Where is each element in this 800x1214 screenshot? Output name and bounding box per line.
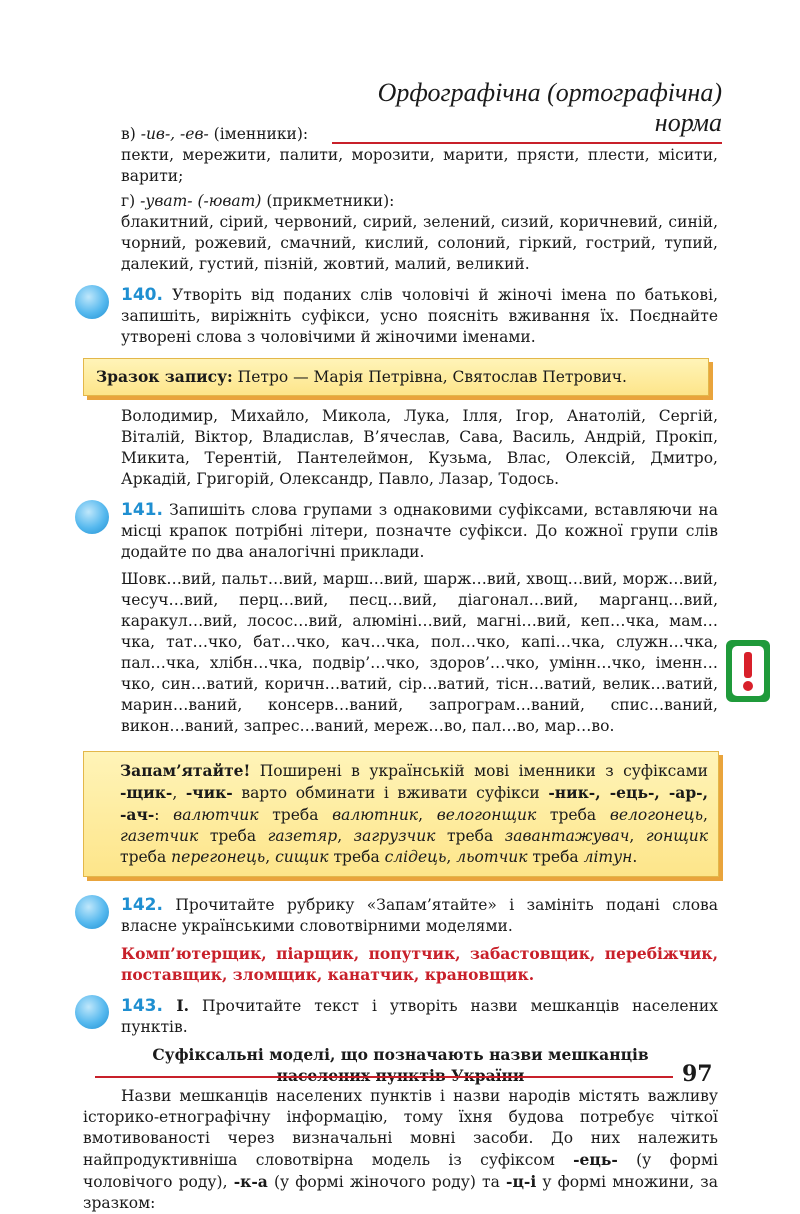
text-segment: літун [583, 848, 633, 866]
page-number: 97 [682, 1061, 713, 1087]
exercise-143-number: 143. [121, 996, 163, 1016]
text-segment: загрузчик [353, 827, 436, 845]
text-segment: гонщик [645, 827, 708, 845]
text-segment: треба [328, 848, 385, 866]
section-g-suffix-text: (прикметники): [261, 192, 395, 210]
exercise-141-words: Шовк…вий, пальт…вий, марш…вий, шарж…вий, хвощ…вий, морж…вий, чесуч…вий, перц…вий, песц…вий, діагонал…вий, марганц…вий, каракул…вий, лосос…вий, алюміні…вий, магні…вий, кеп…чка, мам…чка, тат…чко, бат…чко, кач…чка, пол…чко, капі…чка, служн…чка, пал…чка, хлібн…чка, подвір’…чко, здоров’…чко, умінн…чко, іменн…чко, син…ватий, коричн…ватий, сір…ватий, тісн…ватий, велик…ватий, марин…ваний, консерв…ваний, запрограм…ваний, спис…ваний, викон…ваний, запрес…ваний, мереж…во, пал…во, мар…во. [121, 570, 718, 735]
text-segment: треба [536, 806, 610, 824]
text-paragraph [83, 1086, 718, 1214]
text-segment: -ник-, -ець-, -ар-, -ач- [120, 783, 708, 824]
exercise-143-task: Прочитайте текст і утворіть назви мешканців населених пунктів. [121, 997, 718, 1036]
text-segment: , [172, 784, 186, 802]
text-segment: (у формі чоловічого роду), [83, 1151, 718, 1191]
sample-text: Петро — Марія Петрівна, Святослав Петрович. [232, 368, 627, 386]
text-title-line-1: Суфіксальні моделі, що позначають назви мешканців [152, 1045, 649, 1064]
page-header: Орфографічна (ортографічна) норма [332, 78, 722, 144]
text-segment: валютник [332, 806, 419, 824]
text-segment: завантажувач [504, 827, 630, 845]
section-v-suffixes: -ив-, -ев- [140, 125, 209, 143]
section-v [83, 124, 718, 187]
remember-box [83, 751, 719, 877]
text-segment: : [154, 806, 174, 824]
exercise-marker-icon [75, 995, 109, 1029]
section-v-label [121, 124, 718, 145]
exercise-marker-icon [75, 500, 109, 534]
text-segment: , [418, 806, 437, 824]
exercise-140 [83, 285, 718, 348]
section-v-prefix: в) [121, 125, 141, 143]
text-segment: треба [435, 827, 505, 845]
remember-badge-icon [724, 638, 772, 704]
text-segment: сищик [275, 848, 329, 866]
section-v-words: пекти, мережити, палити, морозити, марити, прясти, плести, місити, варити; [121, 146, 718, 185]
text-segment: велогонець [609, 806, 704, 824]
exercise-142-words: Комп’ютерщик, піарщик, попутчик, забастовщик, перебіжчик, поставщик, зломщик, канатчик, крановщик. [121, 944, 718, 984]
text-segment: газетчик [120, 827, 199, 845]
text-segment: , [265, 848, 276, 866]
text-segment: , [446, 848, 457, 866]
text-segment: -к-а [233, 1172, 268, 1191]
text-segment: треба [258, 806, 333, 824]
text-segment: . [632, 848, 638, 866]
exercise-142-text [83, 895, 718, 937]
exercise-142-number: 142. [121, 895, 163, 915]
exercise-140-names: Володимир, Михайло, Микола, Лука, Ілля, Ігор, Анатолій, Сергій, Віталій, Віктор, Владислав, В’ячеслав, Сава, Василь, Андрій, Прокіп, Микита, Терентій, Пантелеймон, Кузьма, Влас, Олексій, Дмитро, Аркадій, Григорій, Олександр, Павло, Лазар, Тодось. [121, 407, 718, 488]
exercise-140-number: 140. [121, 285, 163, 305]
exercise-143 [83, 995, 718, 1038]
exercise-141-text [83, 500, 718, 563]
section-g-prefix: г) [121, 192, 141, 210]
sample-label: Зразок запису: [96, 367, 233, 386]
exercise-marker-icon [75, 895, 109, 929]
exercise-140-task: Утворіть від поданих слів чоловічі й жіночі імена по батькові, запишіть, виріжніть суфікси, усно поясніть вживання їх. Поєднайте утворені слова з чоловічими й жіночими іменами. [121, 286, 718, 346]
exercise-142-task: Прочитайте рубрику «Запам’ятайте» і замініть подані слова власне українськими словотвірними моделями. [121, 896, 718, 935]
text-segment: (у формі жіночого роду) та [267, 1173, 507, 1191]
section-g [83, 191, 718, 275]
text-segment: , [337, 827, 354, 845]
section-g-label [121, 191, 718, 212]
text-segment: , [703, 806, 708, 824]
remember-title: Запам’ятайте! [120, 761, 251, 780]
exercise-143-part: I. [162, 996, 190, 1015]
text-title [83, 1044, 718, 1086]
exercise-140-text [83, 285, 718, 348]
exercise-141 [83, 500, 718, 563]
text-segment: -ець- [573, 1150, 618, 1169]
text-segment: треба [198, 827, 268, 845]
exercise-141-task: Запишіть слова групами з однаковими суфіксами, вставляючи на місці крапок потрібні літери, позначте суфікси. До кожної групи слів додайте по два аналогічні приклади. [121, 501, 718, 561]
text-segment: велогонщик [436, 806, 537, 824]
text-segment: газетяр [267, 827, 338, 845]
exercise-marker-icon [75, 285, 109, 319]
text-segment: слідець [384, 848, 447, 866]
section-g-words: блакитний, сірий, червоний, сирий, зелений, сизий, коричневий, синій, чорний, рожевий, смачний, кислий, солоний, гіркий, гострий, тупий, далекий, густий, пізній, жовтий, малий, великий. [121, 213, 718, 273]
sample-box [83, 358, 709, 396]
text-segment: треба [120, 848, 172, 866]
page-content [83, 124, 718, 1214]
section-v-suffix-text: (іменники): [208, 125, 309, 143]
exercise-143-text [83, 995, 718, 1038]
text-segment: у формі множини, за зразком: [83, 1173, 718, 1212]
text-segment: Назви мешканців населених пунктів і назви народів містять важливу історико-етнографічну інформацію, тому їхня будова потребує чіткої вмотивованості через визначальні мовні засоби. До них належить найпродуктивніша словотвірна модель із суфіксом [83, 1087, 718, 1169]
section-g-suffixes: -уват- (-юват) [140, 192, 262, 210]
text-segment: -ц-і [506, 1172, 537, 1191]
footer-divider [95, 1076, 673, 1078]
text-segment: льотчик [456, 848, 528, 866]
exercise-141-number: 141. [121, 500, 163, 520]
text-segment: перегонець [171, 848, 266, 866]
text-segment: варто обминати і вживати суфікси [232, 784, 549, 802]
text-segment: -щик- [120, 783, 173, 802]
text-segment: валютчик [173, 806, 259, 824]
text-segment: -чик- [185, 783, 233, 802]
text-segment: Поширені в українській мові іменники з суфіксами [250, 762, 708, 780]
exercise-142 [83, 895, 718, 937]
text-segment: треба [527, 848, 584, 866]
text-segment: , [629, 827, 646, 845]
